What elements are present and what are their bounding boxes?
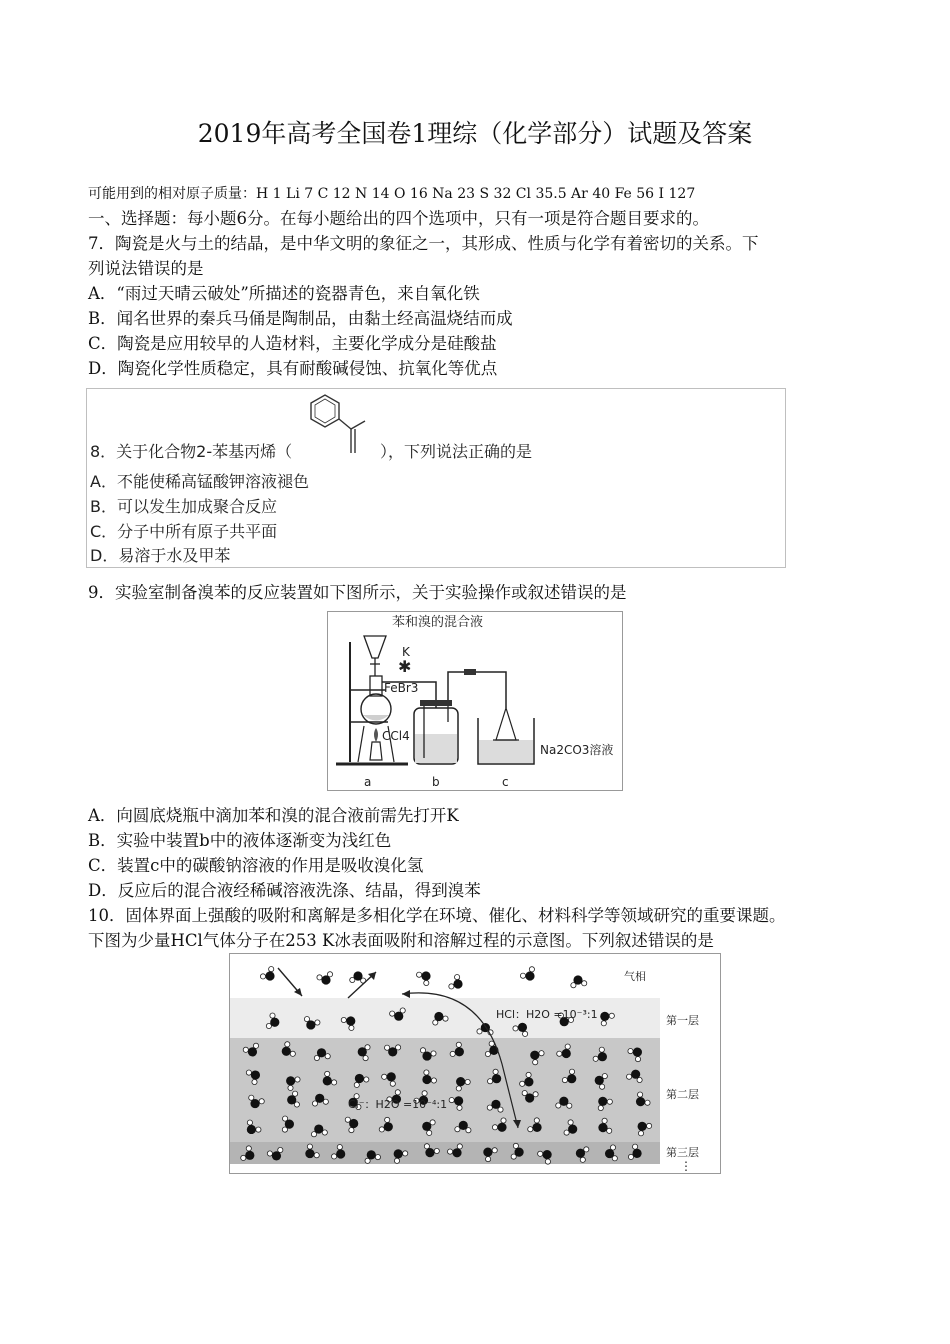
q9-stem: 9．实验室制备溴苯的反应装置如下图所示，关于实验操作或叙述错误的是 xyxy=(88,583,627,602)
q7-stem-line2: 列说法错误的是 xyxy=(88,259,204,278)
label-k: K xyxy=(402,645,410,659)
q7-option-b: B．闻名世界的秦兵马俑是陶制品，由黏土经高温烧结而成 xyxy=(88,309,513,328)
q8-stem-post: ），下列说法正确的是 xyxy=(380,442,533,461)
phenylpropene-structure xyxy=(299,393,375,459)
label-layer1: 第一层 xyxy=(666,1014,699,1027)
q9-option-b: B．实验中装置b中的液体逐渐变为浅红色 xyxy=(88,831,392,850)
q8-stem-pre: 8．关于化合物2-苯基丙烯（ xyxy=(90,442,293,461)
q9-option-c: C．装置c中的碳酸钠溶液的作用是吸收溴化氢 xyxy=(88,856,424,875)
q9-option-d: D．反应后的混合液经稀碱溶液洗涤、结晶，得到溴苯 xyxy=(88,881,481,900)
q7-stem-line1: 7．陶瓷是火与土的结晶，是中华文明的象征之一，其形成、性质与化学有着密切的关系。下 xyxy=(88,234,759,253)
label-ccl4: CCl4 xyxy=(382,729,410,743)
q10-stem-line1: 10．固体界面上强酸的吸附和离解是多相化学在环境、催化、材料科学等领域研究的重要课题。 xyxy=(88,906,786,925)
q10-stem-line2: 下图为少量HCl气体分子在253 K冰表面吸附和溶解过程的示意图。下列叙述错误的是 xyxy=(88,931,714,950)
label-mix: 苯和溴的混合液 xyxy=(392,615,484,630)
label-dots: ⋮ xyxy=(680,1159,692,1173)
q9-option-a: A．向圆底烧瓶中滴加苯和溴的混合液前需先打开K xyxy=(88,806,459,825)
q8-box xyxy=(86,388,786,568)
label-hcl-ratio: HCl：H2O =10⁻³:1 xyxy=(496,1008,598,1021)
label-c: c xyxy=(502,775,509,789)
svg-text:✱: ✱ xyxy=(398,657,412,676)
q8-option-c: C．分子中所有原子共平面 xyxy=(90,522,278,541)
label-cl-ratio: Cl⁻：H2O =10⁻⁴:1 xyxy=(348,1098,448,1111)
label-layer3: 第三层 xyxy=(666,1146,699,1159)
q7-option-a: A．“雨过天晴云破处”所描述的瓷器青色，来自氧化铁 xyxy=(88,284,480,303)
q8-option-d: D．易溶于水及甲苯 xyxy=(90,546,231,565)
label-b: b xyxy=(432,775,440,789)
q7-option-d: D．陶瓷化学性质稳定，具有耐酸碱侵蚀、抗氧化等优点 xyxy=(88,359,498,378)
section-heading: 一、选择题：每小题6分。在每小题给出的四个选项中，只有一项是符合题目要求的。 xyxy=(88,209,709,228)
label-febr3: FeBr3 xyxy=(384,681,419,695)
label-layer2: 第二层 xyxy=(666,1088,699,1101)
label-a: a xyxy=(364,775,372,789)
label-na2co3: Na2CO3溶液 xyxy=(540,743,614,757)
atomic-masses: 可能用到的相对原子质量：H 1 Li 7 C 12 N 14 O 16 Na 23 S 32 Cl 35.5 Ar 40 Fe 56 I 127 xyxy=(88,186,696,202)
label-gas-phase: 气相 xyxy=(624,970,646,983)
page-title: 2019年高考全国卷1理综（化学部分）试题及答案 xyxy=(197,119,753,148)
q8-option-b: B．可以发生加成聚合反应 xyxy=(90,497,277,516)
q9-apparatus-figure xyxy=(327,611,623,791)
q7-option-c: C．陶瓷是应用较早的人造材料，主要化学成分是硅酸盐 xyxy=(88,334,497,353)
q8-option-a: A．不能使稀高锰酸钾溶液褪色 xyxy=(90,472,309,491)
q10-ice-surface-figure xyxy=(229,953,721,1174)
